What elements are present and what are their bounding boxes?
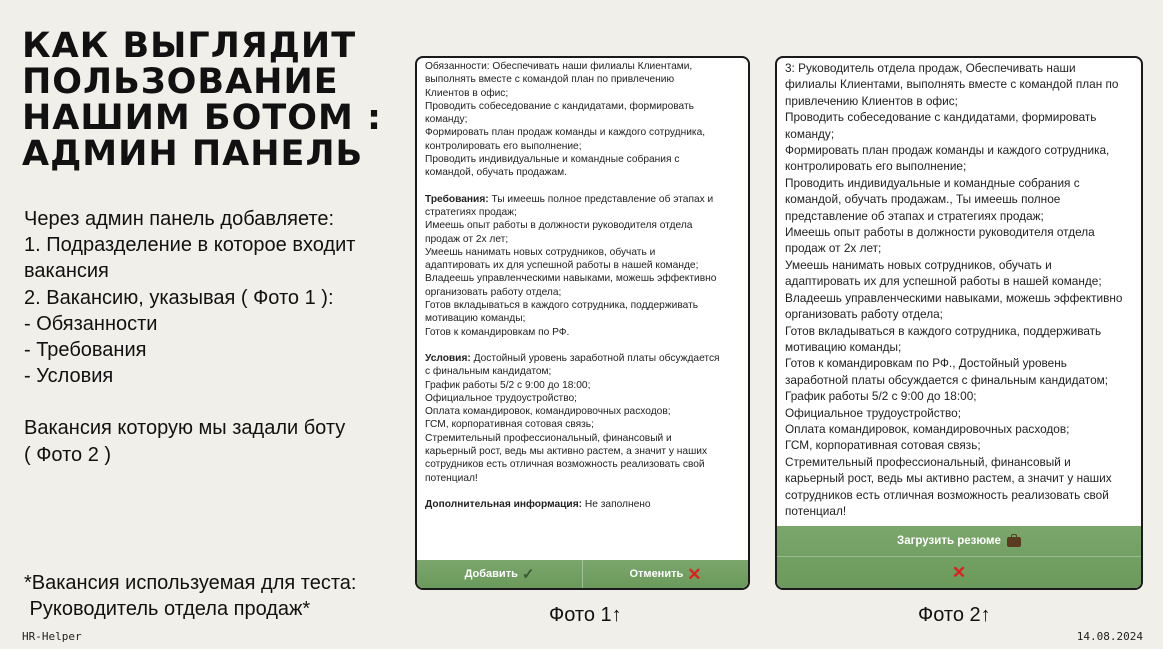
message-line: Умеешь нанимать новых сотрудников, обучать и: [425, 246, 656, 258]
cancel-button-label: Отменить: [629, 568, 684, 580]
vacancy-message: [425, 60, 742, 511]
inline-keyboard: [417, 560, 748, 588]
message-line: Проводить собеседование с кандидатами, формировать: [425, 100, 694, 112]
footer-date: 14.08.2024: [1076, 630, 1143, 643]
message-line: контролировать его выполнение;: [785, 159, 967, 174]
message-line: Имеешь опыт работы в должности руководителя отдела: [425, 220, 693, 232]
note-line: *Вакансия используемая для теста:: [24, 572, 357, 594]
message-line: 3: Руководитель отдела продаж, Обеспечивать наши: [785, 61, 1076, 75]
message-line: стратегиях продаж;: [425, 206, 517, 218]
message-line: График работы 5/2 с 9:00 до 18:00;: [425, 379, 591, 391]
briefcase-icon: [1007, 537, 1021, 547]
message-line: Стремительный профессиональный, финансовый и: [785, 454, 1071, 469]
message-line: Проводить индивидуальные и командные собрания с: [785, 175, 1080, 190]
description: [24, 206, 404, 468]
message-line: команду;: [785, 126, 835, 141]
photo-1-caption: Фото 1↑: [549, 604, 622, 626]
message-line: Готов вкладываться в каждого сотрудника, поддерживать: [785, 323, 1102, 338]
message-line: [425, 339, 742, 352]
desc-line: вакансия: [24, 260, 109, 283]
close-button[interactable]: [777, 557, 1141, 587]
message-line: адаптировать их для успешной работы в нашей команде;: [785, 274, 1102, 289]
message-line: сотрудников есть отличная возможность реализовать свой: [785, 487, 1109, 502]
message-line: Имеешь опыт работы в должности руководителя отдела: [785, 225, 1095, 240]
desc-line: 1. Подразделение в которое входит: [24, 234, 356, 257]
message-line: командой, обучать продажам.: [425, 167, 567, 179]
message-line: команду;: [425, 114, 468, 126]
message-line: с финальным кандидатом;: [425, 366, 552, 378]
test-note: [24, 570, 404, 622]
desc-line: 2. Вакансию, указывая ( Фото 1 ):: [24, 286, 334, 309]
title-line: АДМИН ПАНЕЛЬ: [22, 134, 364, 174]
vacancy-message: [785, 60, 1135, 519]
message-line: Формировать план продаж команды и каждого сотрудника,: [785, 143, 1110, 158]
screenshot-photo-2: [775, 56, 1143, 590]
message-line: Владеешь управленческими навыками, можешь эффективно: [425, 273, 717, 285]
cross-icon: ✕: [687, 564, 702, 584]
message-line: Владеешь управленческими навыками, можешь эффективно: [785, 290, 1123, 305]
desc-line: - Требования: [24, 339, 147, 362]
message-line: потенциал!: [785, 503, 847, 518]
message-line: [425, 180, 742, 193]
message-line: карьерный рост, ведь мы активно растем, а значит у наших: [785, 471, 1112, 486]
message-line: Условия: Достойный уровень заработной платы обсуждается: [425, 352, 720, 364]
message-line: командой, обучать продажам., Ты имеешь полное: [785, 192, 1061, 207]
message-line: выполнять вместе с командой план по привлечению: [425, 74, 675, 86]
cancel-button[interactable]: [583, 560, 748, 588]
message-line: адаптировать их для успешной работы в нашей команде;: [425, 260, 699, 272]
title-line: КАК ВЫГЛЯДИТ: [22, 26, 357, 66]
message-line: Обязанности: Обеспечивать наши филиалы Клиентами,: [425, 61, 693, 72]
message-line: заработной платы обсуждается с финальным кандидатом;: [785, 372, 1109, 387]
title-line: ПОЛЬЗОВАНИЕ: [22, 62, 339, 102]
message-line: мотивацию команды;: [785, 339, 902, 354]
message-line: ГСМ, корпоративная сотовая связь;: [785, 438, 981, 453]
note-line: Руководитель отдела продаж*: [24, 598, 311, 620]
message-line: привлечению Клиентов в офис;: [785, 93, 958, 108]
message-line: организовать работу отдела;: [785, 307, 943, 322]
message-line: контролировать его выполнение;: [425, 140, 582, 152]
message-line: организовать работу отдела;: [425, 286, 562, 298]
message-line: представление об этапах и стратегиях продаж;: [785, 208, 1044, 223]
check-icon: ✓: [521, 566, 535, 583]
message-line: сотрудников есть отличная возможность реализовать свой: [425, 459, 705, 471]
desc-line: - Условия: [24, 365, 114, 388]
desc-line: - Обязанности: [24, 312, 158, 335]
message-line: [425, 485, 742, 498]
message-line: Стремительный профессиональный, финансовый и: [425, 432, 672, 444]
upload-resume-label: Загрузить резюме: [897, 535, 1001, 547]
message-line: карьерный рост, ведь мы активно растем, а значит у наших: [425, 446, 708, 458]
message-line: Официальное трудоустройство;: [785, 405, 962, 420]
message-line: Оплата командировок, командировочных расходов;: [785, 421, 1070, 436]
desc-line: Через админ панель добавляете:: [24, 208, 335, 230]
desc-line: ( Фото 2 ): [24, 443, 112, 466]
desc-line: Вакансия которую мы задали боту: [24, 417, 346, 440]
message-line: Готов к командировкам по РФ.: [425, 326, 570, 338]
footer-brand: HR-Helper: [22, 630, 82, 643]
message-line: мотивацию команды;: [425, 313, 526, 325]
cross-icon: ✕: [951, 562, 967, 582]
message-line: Требования: Ты имеешь полное представление об этапах и: [425, 193, 714, 205]
message-line: Дополнительная информация: Не заполнено: [425, 498, 651, 510]
message-line: Официальное трудоустройство;: [425, 392, 578, 404]
upload-resume-button[interactable]: [777, 526, 1141, 557]
message-line: График работы 5/2 с 9:00 до 18:00;: [785, 389, 977, 404]
message-line: продаж от 2х лет;: [425, 233, 509, 245]
slide-title: [22, 28, 402, 172]
inline-keyboard: [777, 526, 1141, 588]
add-button-label: Добавить: [464, 568, 518, 580]
screenshot-photo-1: [415, 56, 750, 590]
desc-line: [24, 389, 404, 415]
message-line: Готов к командировкам по РФ., Достойный уровень: [785, 356, 1067, 371]
message-line: филиалы Клиентами, выполнять вместе с командой план по: [785, 77, 1119, 92]
message-line: потенциал!: [425, 472, 478, 484]
message-line: Оплата командировок, командировочных расходов;: [425, 406, 671, 418]
message-line: Готов вкладываться в каждого сотрудника, поддерживать: [425, 300, 699, 312]
message-line: Проводить собеседование с кандидатами, формировать: [785, 110, 1097, 125]
message-line: Проводить индивидуальные и командные собрания с: [425, 154, 680, 166]
message-line: Клиентов в офис;: [425, 87, 509, 99]
message-line: продаж от 2х лет;: [785, 241, 882, 256]
add-button[interactable]: [417, 560, 583, 588]
message-line: Формировать план продаж команды и каждого сотрудника,: [425, 127, 706, 139]
photo-2-caption: Фото 2↑: [918, 604, 991, 626]
title-line: НАШИМ БОТОМ :: [22, 98, 382, 138]
message-line: ГСМ, корпоративная сотовая связь;: [425, 419, 594, 431]
message-line: Умеешь нанимать новых сотрудников, обучать и: [785, 257, 1052, 272]
